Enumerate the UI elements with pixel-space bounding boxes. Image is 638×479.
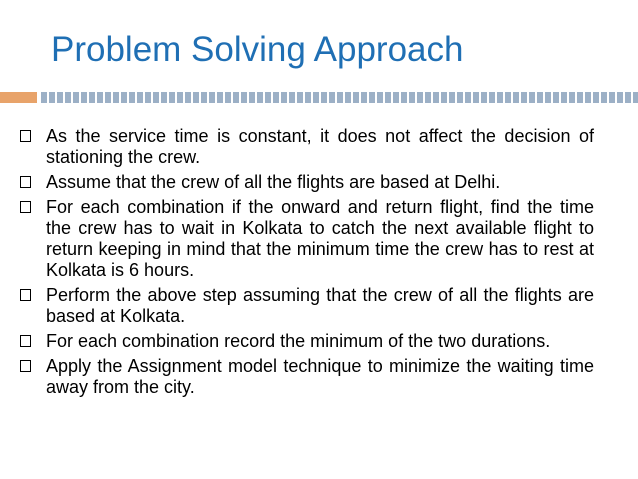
bullet-list (20, 126, 594, 402)
slide-title: Problem Solving Approach (51, 30, 464, 69)
title-divider-stripes (41, 92, 638, 103)
bullet-item (20, 285, 594, 327)
bullet-text: For each combination record the minimum of the two durations. (46, 331, 551, 351)
bullet-item (20, 356, 594, 398)
bullet-text: As the service time is constant, it does not affect the decision of stationing the crew. (46, 126, 594, 167)
bullet-text: For each combination if the onward and return flight, find the time the crew has to wait in Kolkata to catch the next available flight to return keeping in mind that the minimum time the crew has to rest at Kolkata is 6 hours. (46, 197, 594, 280)
bullet-text: Assume that the crew of all the flights are based at Delhi. (46, 172, 501, 192)
hollow-square-icon (20, 176, 31, 188)
bullet-item (20, 172, 594, 193)
bullet-text: Apply the Assignment model technique to minimize the waiting time away from the city. (46, 356, 594, 397)
hollow-square-icon (20, 360, 31, 372)
bullet-item (20, 126, 594, 168)
hollow-square-icon (20, 201, 31, 213)
bullet-item (20, 197, 594, 281)
hollow-square-icon (20, 130, 31, 142)
hollow-square-icon (20, 289, 31, 301)
bullet-text: Perform the above step assuming that the crew of all the flights are based at Kolkata. (46, 285, 594, 326)
title-accent-bar (0, 92, 37, 103)
bullet-item (20, 331, 594, 352)
hollow-square-icon (20, 335, 31, 347)
